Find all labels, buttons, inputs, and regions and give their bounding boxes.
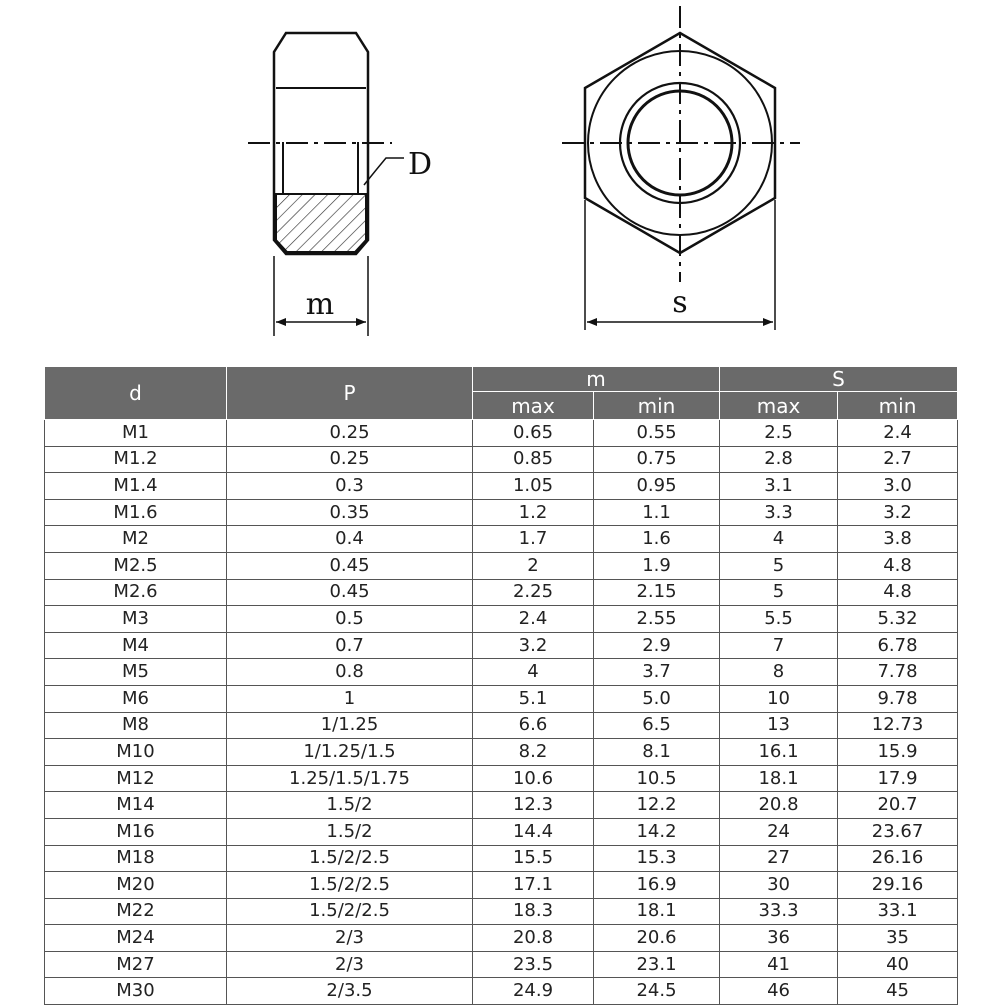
cell-s-min: 3.2 [838,499,958,526]
cell-s-max: 20.8 [720,792,838,819]
label-d: D [408,147,433,182]
header-m-min: min [594,392,720,420]
spec-table-body [45,420,958,1005]
cell-m-min: 8.1 [594,739,720,766]
cell-s-min: 35 [838,925,958,952]
cell-d: M2.6 [45,579,227,606]
cell-m-min: 23.1 [594,951,720,978]
cell-m-max: 15.5 [473,845,594,872]
cell-p: 0.25 [227,446,473,473]
cell-d: M20 [45,872,227,899]
cell-s-max: 46 [720,978,838,1005]
table-row [45,579,958,606]
table-row [45,925,958,952]
cell-m-min: 24.5 [594,978,720,1005]
cell-p: 0.45 [227,579,473,606]
cell-d: M1.2 [45,446,227,473]
cell-p: 0.7 [227,632,473,659]
cell-s-min: 3.8 [838,526,958,553]
cell-d: M12 [45,765,227,792]
cell-m-min: 1.1 [594,499,720,526]
cell-m-max: 4 [473,659,594,686]
cell-d: M24 [45,925,227,952]
cell-d: M1.6 [45,499,227,526]
cell-m-max: 5.1 [473,685,594,712]
cell-p: 1.5/2 [227,818,473,845]
cell-d: M10 [45,739,227,766]
cell-m-max: 8.2 [473,739,594,766]
cell-s-min: 6.78 [838,632,958,659]
cell-m-max: 24.9 [473,978,594,1005]
cell-s-max: 30 [720,872,838,899]
cell-m-min: 2.9 [594,632,720,659]
cell-m-max: 1.7 [473,526,594,553]
cell-m-max: 20.8 [473,925,594,952]
hex-nut-drawing [0,0,1000,360]
header-s-min: min [838,392,958,420]
cell-m-min: 20.6 [594,925,720,952]
cell-m-max: 12.3 [473,792,594,819]
cell-m-max: 14.4 [473,818,594,845]
cell-m-min: 10.5 [594,765,720,792]
cell-s-max: 3.1 [720,473,838,500]
cell-s-min: 45 [838,978,958,1005]
cell-s-min: 4.8 [838,579,958,606]
nut-top-view [562,6,800,330]
cell-s-max: 5 [720,579,838,606]
cell-p: 0.4 [227,526,473,553]
table-row [45,898,958,925]
cell-s-max: 27 [720,845,838,872]
cell-p: 2/3 [227,951,473,978]
cell-s-max: 36 [720,925,838,952]
cell-p: 1.5/2/2.5 [227,872,473,899]
cell-d: M27 [45,951,227,978]
cell-p: 0.8 [227,659,473,686]
cell-d: M22 [45,898,227,925]
cell-s-max: 16.1 [720,739,838,766]
header-m-max: max [473,392,594,420]
cell-s-max: 41 [720,951,838,978]
cell-s-max: 10 [720,685,838,712]
table-row [45,792,958,819]
cell-p: 1.5/2/2.5 [227,898,473,925]
cell-s-max: 5 [720,552,838,579]
cell-s-min: 20.7 [838,792,958,819]
cell-m-min: 18.1 [594,898,720,925]
cell-p: 2/3.5 [227,978,473,1005]
cell-s-max: 13 [720,712,838,739]
cell-s-min: 7.78 [838,659,958,686]
cell-m-min: 0.75 [594,446,720,473]
cell-s-min: 40 [838,951,958,978]
table-row [45,739,958,766]
header-p: P [227,367,473,420]
cell-s-min: 12.73 [838,712,958,739]
cell-s-max: 3.3 [720,499,838,526]
cell-s-min: 4.8 [838,552,958,579]
label-m: m [305,287,335,322]
table-row [45,499,958,526]
cell-s-max: 2.8 [720,446,838,473]
header-s: S [720,367,958,392]
header-m: m [473,367,720,392]
cell-d: M2 [45,526,227,553]
cell-d: M6 [45,685,227,712]
cell-s-min: 2.7 [838,446,958,473]
table-row [45,845,958,872]
cell-m-max: 3.2 [473,632,594,659]
cell-s-max: 8 [720,659,838,686]
cell-m-min: 2.15 [594,579,720,606]
table-row [45,420,958,447]
cell-s-min: 3.0 [838,473,958,500]
cell-d: M3 [45,606,227,633]
cell-s-min: 26.16 [838,845,958,872]
label-s: s [672,285,688,320]
cell-s-max: 2.5 [720,420,838,447]
cell-m-min: 14.2 [594,818,720,845]
cell-m-min: 2.55 [594,606,720,633]
cell-s-min: 2.4 [838,420,958,447]
cell-d: M1 [45,420,227,447]
cell-p: 0.3 [227,473,473,500]
cell-p: 0.5 [227,606,473,633]
table-row [45,951,958,978]
cell-p: 0.45 [227,552,473,579]
cell-m-max: 10.6 [473,765,594,792]
cell-s-max: 5.5 [720,606,838,633]
cell-m-max: 1.05 [473,473,594,500]
cell-m-min: 5.0 [594,685,720,712]
cell-p: 1.5/2 [227,792,473,819]
cell-m-max: 0.65 [473,420,594,447]
cell-p: 1.25/1.5/1.75 [227,765,473,792]
cell-s-min: 23.67 [838,818,958,845]
cell-m-max: 2 [473,552,594,579]
table-row [45,473,958,500]
cell-s-max: 18.1 [720,765,838,792]
table-row [45,606,958,633]
cell-d: M2.5 [45,552,227,579]
cell-s-min: 17.9 [838,765,958,792]
cell-d: M14 [45,792,227,819]
table-row [45,446,958,473]
table-row [45,872,958,899]
table-row [45,818,958,845]
cell-s-max: 7 [720,632,838,659]
cell-s-max: 4 [720,526,838,553]
cell-s-min: 9.78 [838,685,958,712]
table-row [45,978,958,1005]
cell-d: M1.4 [45,473,227,500]
table-row [45,526,958,553]
cell-m-max: 1.2 [473,499,594,526]
cell-d: M18 [45,845,227,872]
cell-s-max: 24 [720,818,838,845]
cell-m-max: 18.3 [473,898,594,925]
cell-s-min: 33.1 [838,898,958,925]
table-row [45,712,958,739]
cell-m-min: 1.9 [594,552,720,579]
cell-m-min: 0.95 [594,473,720,500]
table-row [45,765,958,792]
cell-d: M30 [45,978,227,1005]
cell-p: 1/1.25/1.5 [227,739,473,766]
cell-m-max: 6.6 [473,712,594,739]
cell-d: M5 [45,659,227,686]
cell-d: M16 [45,818,227,845]
cell-m-max: 2.25 [473,579,594,606]
cell-d: M4 [45,632,227,659]
cell-d: M8 [45,712,227,739]
table-row [45,632,958,659]
header-s-max: max [720,392,838,420]
cell-m-max: 23.5 [473,951,594,978]
cell-s-min: 29.16 [838,872,958,899]
cell-p: 1.5/2/2.5 [227,845,473,872]
cell-m-min: 3.7 [594,659,720,686]
cell-m-max: 0.85 [473,446,594,473]
table-row [45,552,958,579]
cell-m-min: 16.9 [594,872,720,899]
cell-p: 0.25 [227,420,473,447]
cell-m-min: 0.55 [594,420,720,447]
cell-m-max: 17.1 [473,872,594,899]
table-row [45,659,958,686]
cell-m-max: 2.4 [473,606,594,633]
table-row [45,685,958,712]
cell-s-max: 33.3 [720,898,838,925]
cell-p: 1/1.25 [227,712,473,739]
cell-p: 0.35 [227,499,473,526]
cell-s-min: 5.32 [838,606,958,633]
header-d: d [45,367,227,420]
cell-m-min: 12.2 [594,792,720,819]
cell-m-min: 1.6 [594,526,720,553]
cell-m-min: 15.3 [594,845,720,872]
cell-p: 1 [227,685,473,712]
spec-table [44,366,958,1005]
cell-m-min: 6.5 [594,712,720,739]
cell-p: 2/3 [227,925,473,952]
cell-s-min: 15.9 [838,739,958,766]
